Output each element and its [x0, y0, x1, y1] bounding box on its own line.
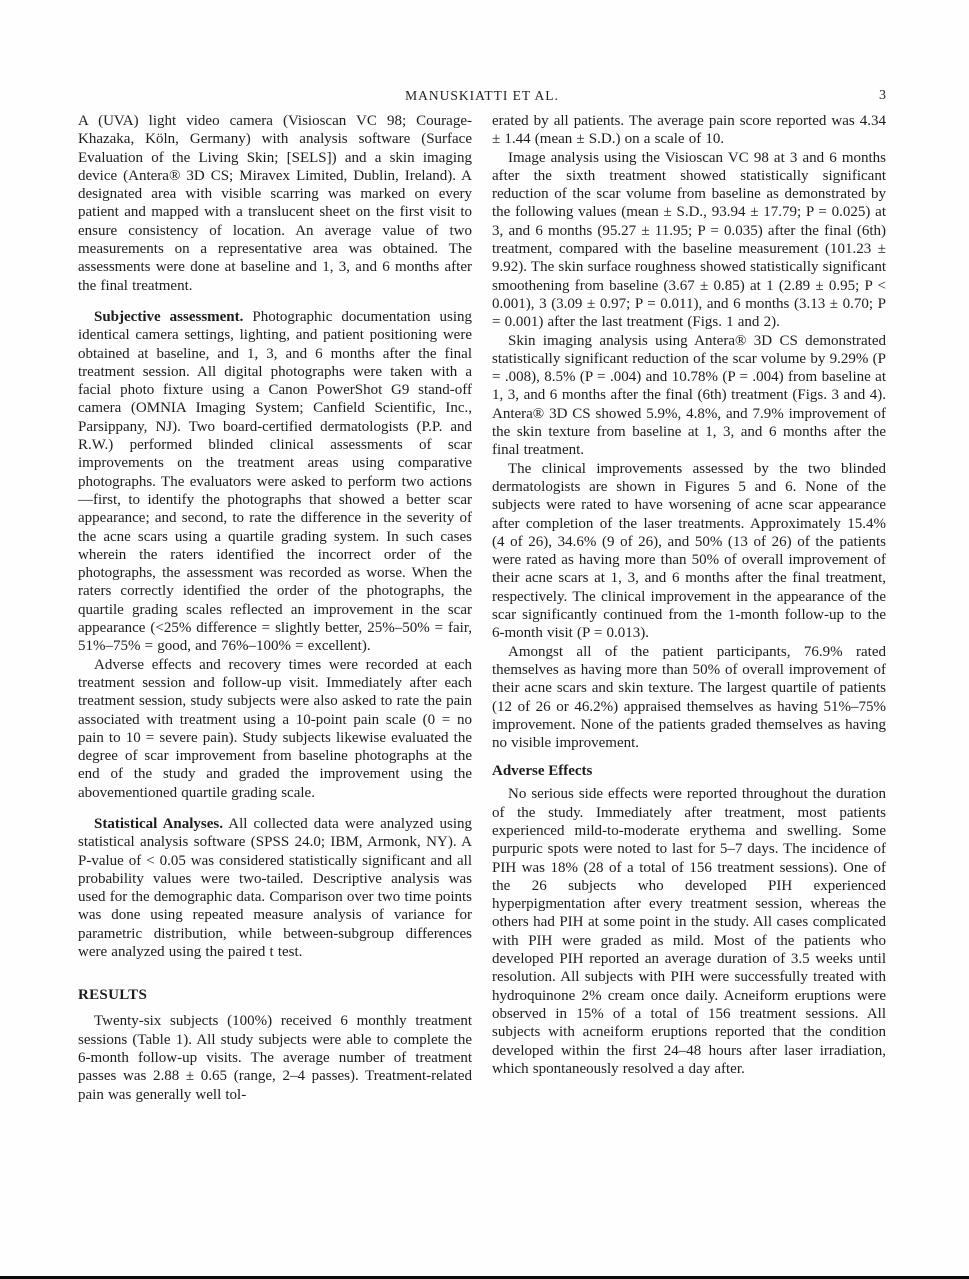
- page-number: 3: [879, 88, 886, 103]
- subjective-assessment-body: Photographic documentation using identical camera settings, lighting, and patient positioning were obtained at baseline, and 1, 3, and 6 months after the final treatment session. All digital photographs were taken with a facial photo fixture using a Canon PowerShot G9 stand-off camera (OMNIA Imaging System; Canfield Scientific, Inc., Parsippany, NJ). Two board-certified dermatologists (P.P. and R.W.) performed blinded clinical assessments of scar improvements on the treatment areas using comparative photographs. The evaluators were asked to perform two actions—first, to identify the photographs that showed a better scar appearance; and second, to rate the difference in the severity of the acne scars using a quartile grading system. In such cases wherein the raters identified the incorrect order of the photographs, the assessment was recorded as worse. When the raters correctly identified the order of the photographs, the quartile grading scales reflected an improvement in the scar appearance (<25% difference = slightly better, 25%–50% = fair, 51%–75% = good, and 76%–100% = excellent).: [78, 308, 472, 655]
- two-column-text-block: [78, 112, 886, 1104]
- adverse-effects-heading: Adverse Effects: [492, 763, 593, 780]
- paragraph-adverse-effects-recording: Adverse effects and recovery times were recorded at each treatment session and follow-up visit. Immediately after each treatment session, study subjects were also asked to rate the pain associated with treatment using a 10-point pain scale (0 = no pain to 10 = severe pain). Study subjects likewise evaluated the degree of scar improvement from baseline photographs at the end of the study and graded the improvement using the abovementioned quartile grading scale.: [78, 656, 472, 801]
- left-column: [78, 112, 472, 1104]
- statistical-analyses-body: All collected data were analyzed using statistical analysis software (SPSS 24.0; IBM, Armonk, NY). A P-value of < 0.05 was considered statistically significant and all probability values were two-tailed. Descriptive analysis was used for the demographic data. Comparison over two time points was done using repeated measure analysis of variance for parametric distribution, while between-subgroup differences were analyzed using the paired t test.: [78, 815, 472, 961]
- running-title: MANUSKIATTI ET AL.: [405, 88, 559, 103]
- paragraph-antera-analysis: Skin imaging analysis using Antera® 3D CS demonstrated statistically significant reduction of the scar volume by 9.29% (P = .008), 8.5% (P = .004) and 10.78% (P = .004) from baseline at 1, 3, and 6 months after the final (6th) treatment (Figs. 3 and 4). Antera® 3D CS showed 5.9%, 4.8%, and 7.9% improvement of the skin texture from baseline at 1, 3, and 6 months after the final treatment.: [492, 332, 886, 459]
- paragraph-adverse-effects-results: No serious side effects were reported throughout the duration of the study. Immediately after treatment, most patients experienced mild-to-moderate erythema and swelling. Some purpuric spots were noted to last for 5–7 days. The incidence of PIH was 18% (28 of a total of 156 treatment sessions). One of the 26 subjects who developed PIH experienced hyperpigmentation after every treatment session, whereas the others had PIH at some point in the study. All cases complicated with PIH were graded as mild. Most of the patients who developed PIH reported an average duration of 3.5 weeks until resolution. All subjects with PIH were successfully treated with hydroquinone 2% cream once daily. Acneiform eruptions were observed in 15% of a total of 156 treatment sessions. All subjects with acneiform eruptions reported that the condition developed within the first 24–48 hours after laser irradiation, which spontaneously resolved a day after.: [492, 786, 886, 1077]
- paragraph-results-intro: Twenty-six subjects (100%) received 6 monthly treatment sessions (Table 1). All study subjects were able to complete the 6-month follow-up visits. The average number of treatment passes was 2.88 ± 0.65 (range, 2–4 passes). Treatment-related pain was generally well tol-: [78, 1013, 472, 1103]
- paragraph-visioscan-analysis: Image analysis using the Visioscan VC 98 at 3 and 6 months after the sixth treatment showed statistically significant reduction of the scar volume from baseline as demonstrated by the following values (mean ± S.D., 93.94 ± 17.79; P = 0.025) at 3, and 6 months (95.27 ± 11.95; P = 0.035) after the final (6th) treatment, compared with the baseline measurement (101.23 ± 9.92). The skin surface roughness showed statistically significant smoothening from baseline (3.67 ± 0.85) at 1 (2.89 ± 0.95; P < 0.001), 3 (3.09 ± 0.97; P = 0.011), and 6 months (3.13 ± 0.70; P = 0.001) after the last treatment (Figs. 1 and 2).: [492, 149, 886, 331]
- paragraph-pain-score: erated by all patients. The average pain score reported was 4.34 ± 1.44 (mean ± S.D.) on a scale of 10.: [492, 113, 886, 148]
- statistical-analyses-lead: Statistical Analyses.: [94, 815, 224, 832]
- paragraph-statistical-analyses: [78, 815, 472, 961]
- paragraph-subjective-assessment: [78, 308, 472, 656]
- paragraph-patient-self-assessment: Amongst all of the patient participants, 76.9% rated themselves as having more than 50% of overall improvement of their acne scars and skin texture. The largest quartile of patients (12 of 26 or 46.2%) appraised themselves as having 51%–75% improvement. None of the patients graded themselves as having no visible improvement.: [492, 643, 886, 752]
- subjective-assessment-lead: Subjective assessment.: [94, 308, 244, 325]
- right-column: [492, 112, 886, 1104]
- paragraph-clinical-improvements: The clinical improvements assessed by the two blinded dermatologists are shown in Figures 5 and 6. None of the subjects were rated to have worsening of acne scar appearance after completion of the laser treatments. Approximately 15.4% (4 of 26), 34.6% (9 of 26), and 50% (13 of 26) of the patients were rated as having more than 50% of overall improvement of their acne scars at 1, 3, and 6 months after the final treatment, respectively. The clinical improvement in the appearance of the scar significantly continued from the 1-month follow-up to the 6-month visit (P = 0.013).: [492, 460, 886, 642]
- paragraph-imaging-devices: A (UVA) light video camera (Visioscan VC 98; Courage-Khazaka, Köln, Germany) with analysis software (Surface Evaluation of the Living Skin; [SELS]) and a skin imaging device (Antera® 3D CS; Miravex Limited, Dublin, Ireland). A designated area with visible scarring was marked on every patient and mapped with a translucent sheet on the first visit to ensure consistency of location. An average value of two measurements on a representative area was obtained. The assessments were done at baseline and 1, 3, and 6 months after the final treatment.: [78, 113, 472, 294]
- results-section-heading: RESULTS: [78, 987, 148, 1004]
- running-header: [78, 88, 886, 104]
